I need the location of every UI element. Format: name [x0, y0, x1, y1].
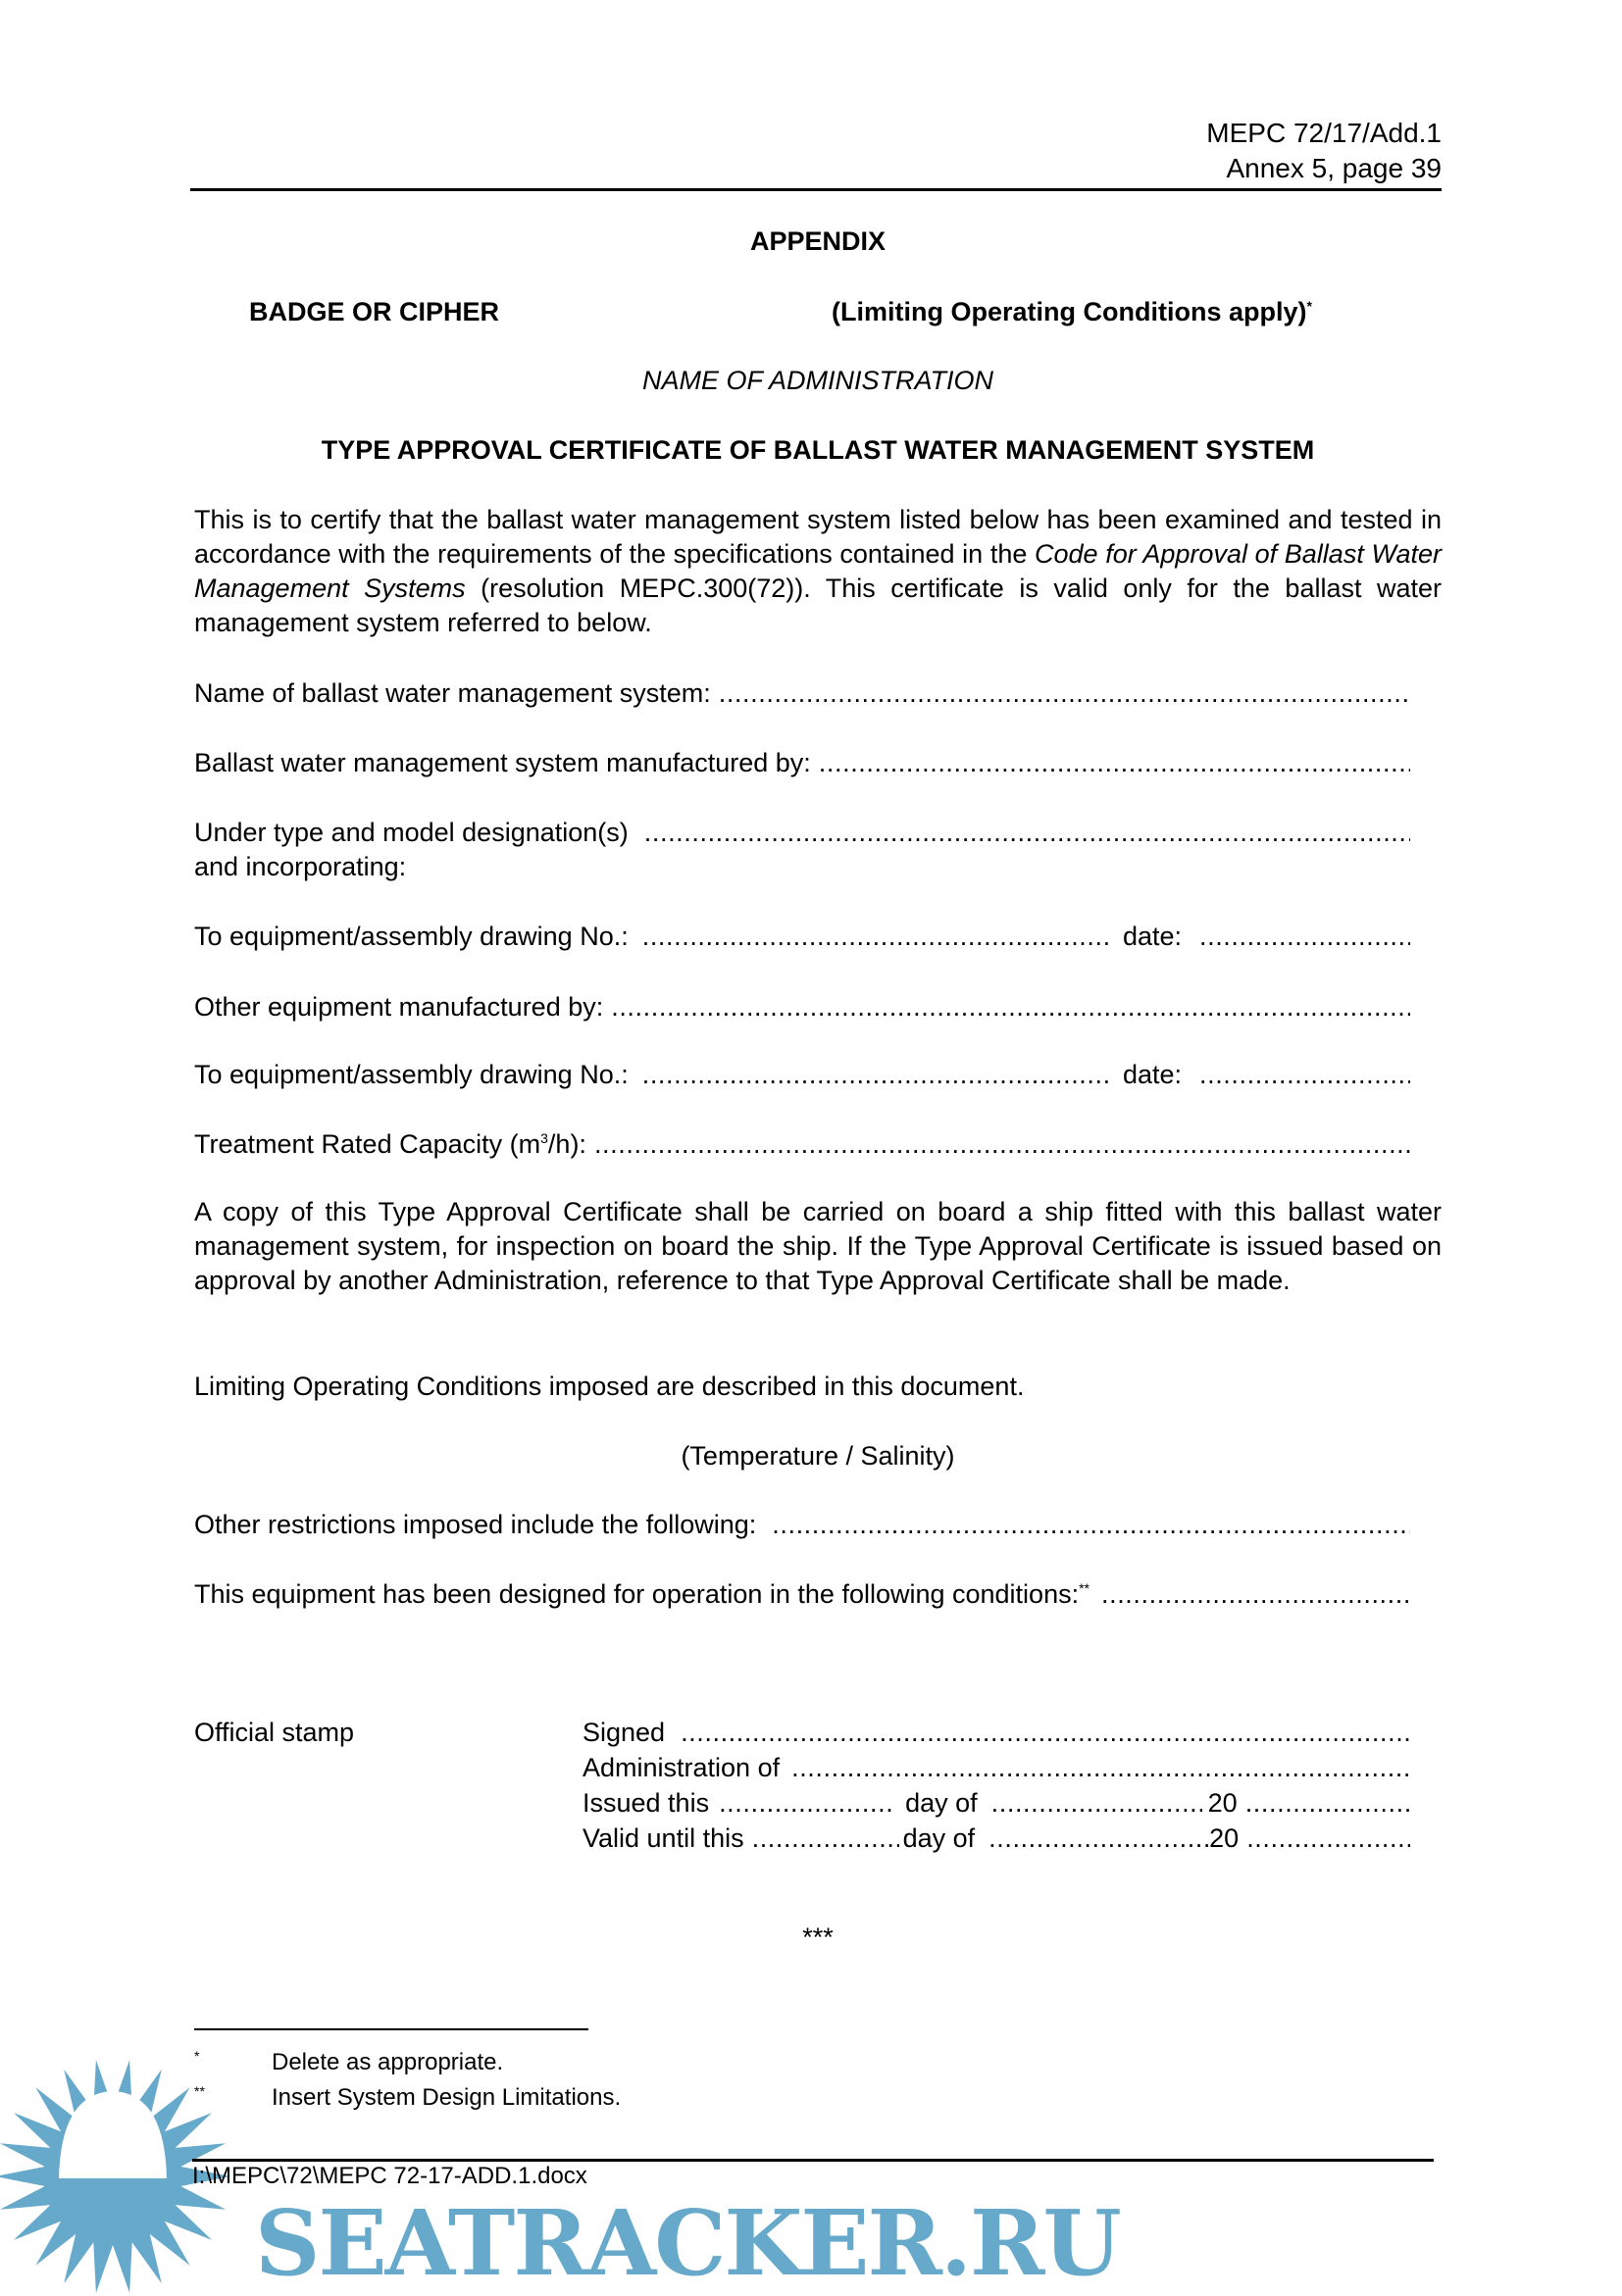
dot-leader — [594, 1126, 1410, 1162]
field-other-equipment[interactable] — [194, 989, 1410, 1024]
footnote-mark: ** — [194, 2083, 205, 2099]
badge-or-cipher: BADGE OR CIPHER — [249, 297, 500, 326]
dot-leader — [644, 815, 1410, 850]
footnote-text: Insert System Design Limitations. — [272, 2084, 622, 2111]
field-administration-of[interactable] — [583, 1750, 1410, 1785]
date-label: date: — [1122, 1060, 1182, 1089]
footer-filename: I:\MEPC\72\MEPC 72-17-ADD.1.docx — [192, 2163, 587, 2189]
footnote-mark: * — [194, 2048, 200, 2064]
intro-paragraph — [194, 503, 1442, 640]
footnote-rule — [194, 2028, 588, 2030]
field-label: Other equipment manufactured by: — [194, 992, 604, 1022]
field-valid-until[interactable] — [583, 1821, 1410, 1856]
header-rule — [190, 188, 1442, 191]
intro-text: This is to certify that the ballast water management system listed below has been examined and tested in accordance with the requirements of the specifications contained in the — [194, 505, 1442, 569]
incorporating-label: and incorporating: — [194, 852, 407, 881]
dot-leader — [642, 919, 1109, 954]
field-label: Name of ballast water management system: — [194, 678, 711, 708]
dot-leader — [1246, 1821, 1410, 1856]
dot-leader — [991, 1785, 1202, 1821]
limiting-apply-text: (Limiting Operating Conditions apply) — [832, 297, 1307, 326]
footnote-2 — [194, 2080, 1410, 2116]
footnote-ref: ** — [1079, 1580, 1090, 1596]
field-label: Other restrictions imposed include the following: — [194, 1510, 757, 1539]
certificate-title: TYPE APPROVAL CERTIFICATE OF BALLAST WATER MANAGEMENT SYSTEM — [321, 435, 1315, 465]
designed-text: This equipment has been designed for operation in the following conditions: — [194, 1579, 1080, 1609]
dot-leader — [611, 989, 1410, 1024]
page-header — [1206, 116, 1442, 186]
official-stamp: Official stamp — [194, 1718, 355, 1747]
dot-leader — [719, 1785, 895, 1821]
field-capacity[interactable] — [194, 1126, 1410, 1162]
field-design-conditions[interactable] — [194, 1576, 1410, 1612]
dot-leader — [752, 1821, 899, 1856]
date-label: date: — [1122, 922, 1182, 951]
code-reference: Code for Approval of Ballast Water Management Systems — [194, 539, 1442, 603]
day-of-label: day of — [902, 1823, 976, 1853]
capacity-label: Treatment Rated Capacity (m — [194, 1129, 541, 1159]
footnote-1 — [194, 2045, 1410, 2080]
field-manufacturer[interactable] — [194, 745, 1410, 780]
day-of-label: day of — [905, 1788, 978, 1818]
dot-leader — [1101, 1576, 1410, 1612]
field-label — [194, 1576, 1090, 1612]
year-prefix: 20 — [1207, 1788, 1238, 1818]
doc-reference: MEPC 72/17/Add.1 — [1206, 118, 1442, 148]
field-drawing-2[interactable] — [194, 1057, 1410, 1092]
field-label: Ballast water management system manufactured by: — [194, 748, 811, 777]
field-label: To equipment/assembly drawing No.: — [194, 922, 629, 951]
dot-leader — [719, 675, 1410, 711]
limiting-text: Limiting Operating Conditions imposed are described in this document. — [194, 1372, 1025, 1401]
administration-name: NAME OF ADMINISTRATION — [641, 366, 993, 395]
dot-leader — [819, 745, 1410, 780]
intro-text-2: (resolution MEPC.300(72)). This certificate is valid only for the ballast water management system referred to below. — [194, 574, 1442, 637]
field-other-restrictions[interactable] — [194, 1507, 1410, 1542]
dot-leader — [1245, 1785, 1410, 1821]
field-label: Administration of — [583, 1753, 781, 1782]
field-label: Signed — [583, 1718, 666, 1747]
footnote-ref: * — [1306, 298, 1312, 314]
field-drawing-1[interactable] — [194, 919, 1410, 954]
field-signed[interactable] — [583, 1715, 1410, 1750]
field-issued[interactable] — [583, 1785, 1410, 1821]
field-type-model[interactable] — [194, 815, 1410, 850]
temperature-salinity: (Temperature / Salinity) — [681, 1441, 955, 1471]
dot-leader — [681, 1715, 1410, 1750]
page-reference: Annex 5, page 39 — [1226, 153, 1442, 183]
section-separator: *** — [802, 1922, 834, 1952]
footnote-text: Delete as appropriate. — [272, 2049, 504, 2075]
field-label: Valid until this — [583, 1823, 744, 1853]
dot-leader — [1199, 1057, 1410, 1092]
field-label: To equipment/assembly drawing No.: — [194, 1060, 629, 1089]
appendix-heading: APPENDIX — [749, 226, 887, 256]
limiting-conditions-apply — [832, 294, 1420, 329]
dot-leader — [988, 1821, 1209, 1856]
field-label: Issued this — [583, 1788, 710, 1818]
dot-leader — [772, 1507, 1410, 1542]
dot-leader — [791, 1750, 1410, 1785]
superscript: 3 — [540, 1130, 548, 1146]
dot-leader — [642, 1057, 1109, 1092]
field-label — [194, 1126, 586, 1162]
field-label: Under type and model designation(s) — [194, 818, 629, 847]
dot-leader — [1199, 919, 1410, 954]
capacity-unit: /h): — [547, 1129, 586, 1159]
year-prefix: 20 — [1209, 1823, 1240, 1853]
field-bwms-name[interactable] — [194, 675, 1410, 711]
watermark-text: SEATRACKER.RU — [255, 2190, 1120, 2296]
copy-paragraph: A copy of this Type Approval Certificate shall be carried on board a ship fitted with this ballast water management system, for inspection on board the ship. If the Type Approval Certificate is issued based on approval by another Administration, reference to that Type Approval Certificate shall be made. — [194, 1197, 1442, 1295]
